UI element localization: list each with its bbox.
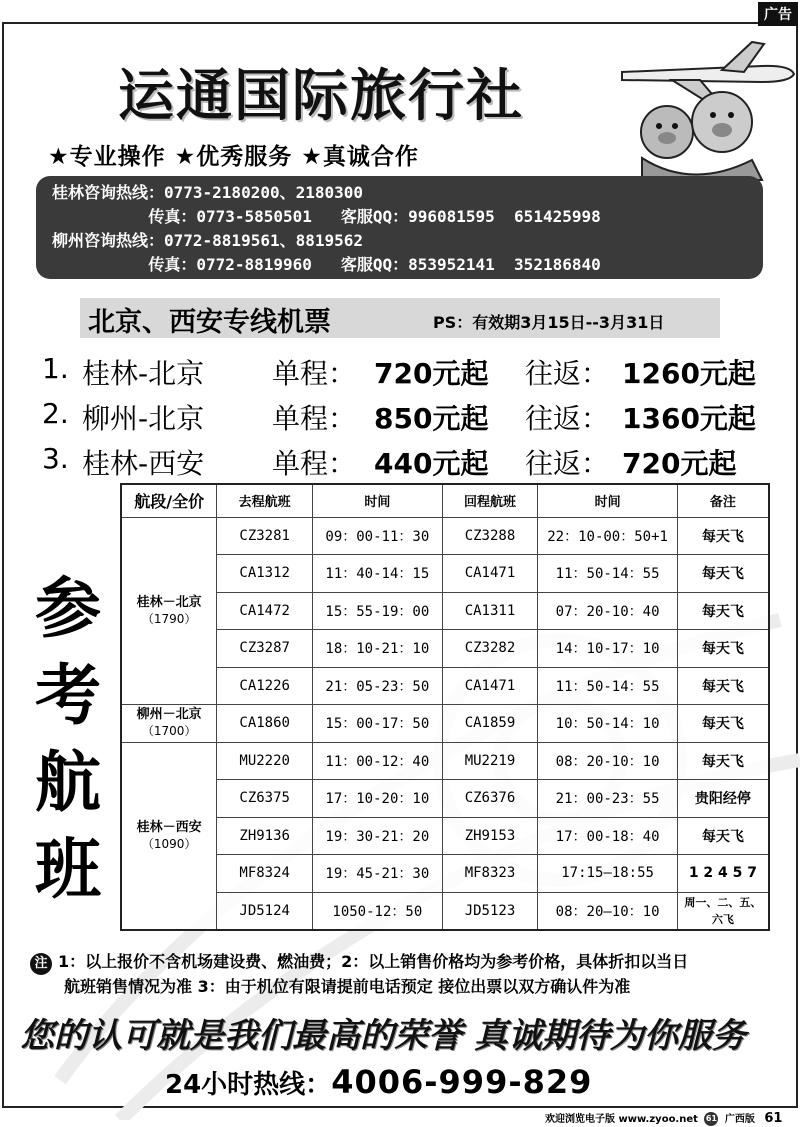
return-time: 14：10-17：10 bbox=[538, 630, 677, 668]
fare-number: 1. bbox=[42, 352, 69, 385]
note-line bbox=[30, 950, 790, 975]
side-char: 参 bbox=[35, 569, 101, 647]
notes bbox=[30, 950, 790, 999]
segment-cell bbox=[121, 517, 217, 705]
footer-text: 欢迎浏览电子版 www.zyoo.net bbox=[545, 1114, 698, 1125]
remark: 贵阳经停 bbox=[677, 780, 769, 818]
return-price: 720元起 bbox=[622, 447, 737, 480]
pig-icon bbox=[641, 92, 762, 180]
footer-edition: 广西版 bbox=[724, 1114, 755, 1125]
column-header: 回程航班 bbox=[442, 484, 538, 517]
outbound-flight: CA1312 bbox=[217, 555, 313, 593]
remark: 每天飞 bbox=[677, 630, 769, 668]
fare-number: 3. bbox=[42, 442, 69, 475]
outbound-time: 21：05-23：50 bbox=[313, 667, 443, 705]
reference-flights-label bbox=[28, 565, 108, 913]
return-label: 往返： bbox=[525, 357, 610, 390]
fare-number: 2. bbox=[42, 397, 69, 430]
outbound-flight: ZH9136 bbox=[217, 817, 313, 855]
remark: 每天飞 bbox=[677, 817, 769, 855]
return-time: 11：50-14：55 bbox=[538, 667, 677, 705]
return-price: 1360元起 bbox=[622, 402, 756, 435]
segment-name: 柳州－北京 bbox=[136, 707, 202, 723]
outbound-time: 11：40-14：15 bbox=[313, 555, 443, 593]
return-flight: MU2219 bbox=[442, 742, 538, 780]
return-flight: CZ3282 bbox=[442, 630, 538, 668]
return-time: 10：50-14：10 bbox=[538, 705, 677, 743]
fare-route: 柳州-北京 bbox=[82, 402, 205, 435]
return-flight: MF8323 bbox=[442, 855, 538, 893]
remark: 每天飞 bbox=[677, 742, 769, 780]
table-row bbox=[121, 705, 769, 743]
outbound-flight: CZ6375 bbox=[217, 780, 313, 818]
single-price: 850元起 bbox=[374, 402, 489, 435]
remark: 每天飞 bbox=[677, 592, 769, 630]
outbound-flight: CA1860 bbox=[217, 705, 313, 743]
table-row bbox=[121, 742, 769, 780]
return-label: 往返： bbox=[525, 402, 610, 435]
outbound-flight: MF8324 bbox=[217, 855, 313, 893]
single-price: 440元起 bbox=[374, 447, 489, 480]
outbound-time: 11：00-12：40 bbox=[313, 742, 443, 780]
column-header: 去程航班 bbox=[217, 484, 313, 517]
return-label: 往返： bbox=[525, 447, 610, 480]
segment-price: （1090） bbox=[141, 836, 197, 851]
outbound-flight: CZ3281 bbox=[217, 517, 313, 555]
return-flight: CZ6376 bbox=[442, 780, 538, 818]
airplane-icon bbox=[622, 42, 794, 102]
agency-name: 运通国际旅行社 bbox=[118, 63, 524, 129]
single-price: 720元起 bbox=[374, 357, 489, 390]
segment-cell bbox=[121, 705, 217, 743]
special-title: 北京、西安专线机票 bbox=[88, 307, 331, 338]
return-flight: CA1471 bbox=[442, 555, 538, 593]
outbound-flight: CA1472 bbox=[217, 592, 313, 630]
note-text: 1：以上报价不含机场建设费、燃油费；2：以上销售价格均为参考价格，具体折扣以当日 bbox=[58, 952, 689, 971]
outbound-time: 19：45-21：30 bbox=[313, 855, 443, 893]
footer-circle-badge: 61 bbox=[704, 1112, 718, 1126]
column-header: 备注 bbox=[677, 484, 769, 517]
table-row bbox=[121, 592, 769, 630]
airplane-pigs-illustration bbox=[612, 40, 797, 190]
table-header-row bbox=[121, 484, 769, 517]
side-char: 班 bbox=[35, 830, 101, 908]
return-time: 08：20-10：10 bbox=[538, 742, 677, 780]
return-flight: CA1859 bbox=[442, 705, 538, 743]
table-row bbox=[121, 817, 769, 855]
hotline-label: 24小时热线： bbox=[165, 1070, 332, 1100]
hotline bbox=[165, 1063, 592, 1101]
return-time: 17:15—18:55 bbox=[538, 855, 677, 893]
note-line: 航班销售情况为准 3：由于机位有限请提前电话预定 接位出票以双方确认件为准 bbox=[64, 977, 631, 996]
remark: 每天飞 bbox=[677, 517, 769, 555]
side-char: 航 bbox=[35, 743, 101, 821]
page-number: 61 bbox=[764, 1111, 783, 1126]
table-row bbox=[121, 855, 769, 893]
remark: 每天飞 bbox=[677, 667, 769, 705]
outbound-time: 09：00-11：30 bbox=[313, 517, 443, 555]
return-time: 22：10-00：50+1 bbox=[538, 517, 677, 555]
return-flight: CZ3288 bbox=[442, 517, 538, 555]
segment-price: （1700） bbox=[141, 724, 197, 739]
calligraphy-slogan: 您的认可就是我们最高的荣誉 真诚期待为你服务 bbox=[20, 1016, 746, 1056]
single-label: 单程： bbox=[272, 357, 357, 390]
column-header: 时间 bbox=[313, 484, 443, 517]
outbound-time: 19：30-21：20 bbox=[313, 817, 443, 855]
table-row bbox=[121, 780, 769, 818]
contact-line: 传真：0773-5850501 客服QQ：996081595 651425998 bbox=[52, 207, 601, 226]
return-time: 11：50-14：55 bbox=[538, 555, 677, 593]
hotline-number: 4006-999-829 bbox=[331, 1063, 593, 1101]
ad-tag: 广告 bbox=[758, 2, 798, 26]
outbound-flight: CA1226 bbox=[217, 667, 313, 705]
contact-panel bbox=[36, 176, 763, 279]
slogans: ★专业操作 ★优秀服务 ★真诚合作 bbox=[48, 144, 419, 170]
validity-note: PS：有效期3月15日--3月31日 bbox=[433, 313, 665, 332]
column-header: 时间 bbox=[538, 484, 677, 517]
remark: 1 2 4 5 7 bbox=[677, 855, 769, 893]
remark: 每天飞 bbox=[677, 705, 769, 743]
segment-name: 桂林－西安 bbox=[136, 819, 202, 835]
return-time: 17：00-18：40 bbox=[538, 817, 677, 855]
fare-route: 桂林-北京 bbox=[82, 357, 205, 390]
outbound-flight: MU2220 bbox=[217, 742, 313, 780]
outbound-time: 15：55-19：00 bbox=[313, 592, 443, 630]
column-header: 航段/全价 bbox=[121, 484, 217, 517]
side-char: 考 bbox=[35, 656, 101, 734]
segment-name: 桂林－北京 bbox=[136, 594, 202, 610]
note-badge: 注 bbox=[30, 953, 52, 975]
table-row bbox=[121, 517, 769, 555]
flight-schedule-table bbox=[120, 483, 770, 931]
outbound-flight: JD5124 bbox=[217, 892, 313, 930]
outbound-time: 1050-12：50 bbox=[313, 892, 443, 930]
outbound-time: 18：10-21：10 bbox=[313, 630, 443, 668]
outbound-flight: CZ3287 bbox=[217, 630, 313, 668]
contact-line: 传真：0772-8819960 客服QQ：853952141 352186840 bbox=[52, 255, 601, 274]
return-flight: ZH9153 bbox=[442, 817, 538, 855]
segment-cell bbox=[121, 742, 217, 930]
return-flight: JD5123 bbox=[442, 892, 538, 930]
contact-line: 桂林咨询热线：0773-2180200、2180300 bbox=[52, 183, 364, 202]
table-row bbox=[121, 555, 769, 593]
page-footer bbox=[545, 1110, 782, 1126]
outbound-time: 15：00-17：50 bbox=[313, 705, 443, 743]
return-time: 07：20-10：40 bbox=[538, 592, 677, 630]
return-flight: CA1471 bbox=[442, 667, 538, 705]
contact-line: 柳州咨询热线：0772-8819561、8819562 bbox=[52, 231, 364, 250]
return-flight: CA1311 bbox=[442, 592, 538, 630]
single-label: 单程： bbox=[272, 402, 357, 435]
table-row bbox=[121, 630, 769, 668]
return-price: 1260元起 bbox=[622, 357, 756, 390]
remark: 周一、二、五、六飞 bbox=[677, 892, 769, 930]
single-label: 单程： bbox=[272, 447, 357, 480]
return-time: 08：20—10：10 bbox=[538, 892, 677, 930]
table-row bbox=[121, 667, 769, 705]
fare-route: 桂林-西安 bbox=[82, 447, 205, 480]
return-time: 21：00-23：55 bbox=[538, 780, 677, 818]
segment-price: （1790） bbox=[141, 611, 197, 626]
remark: 每天飞 bbox=[677, 555, 769, 593]
table-row bbox=[121, 892, 769, 930]
outbound-time: 17：10-20：10 bbox=[313, 780, 443, 818]
